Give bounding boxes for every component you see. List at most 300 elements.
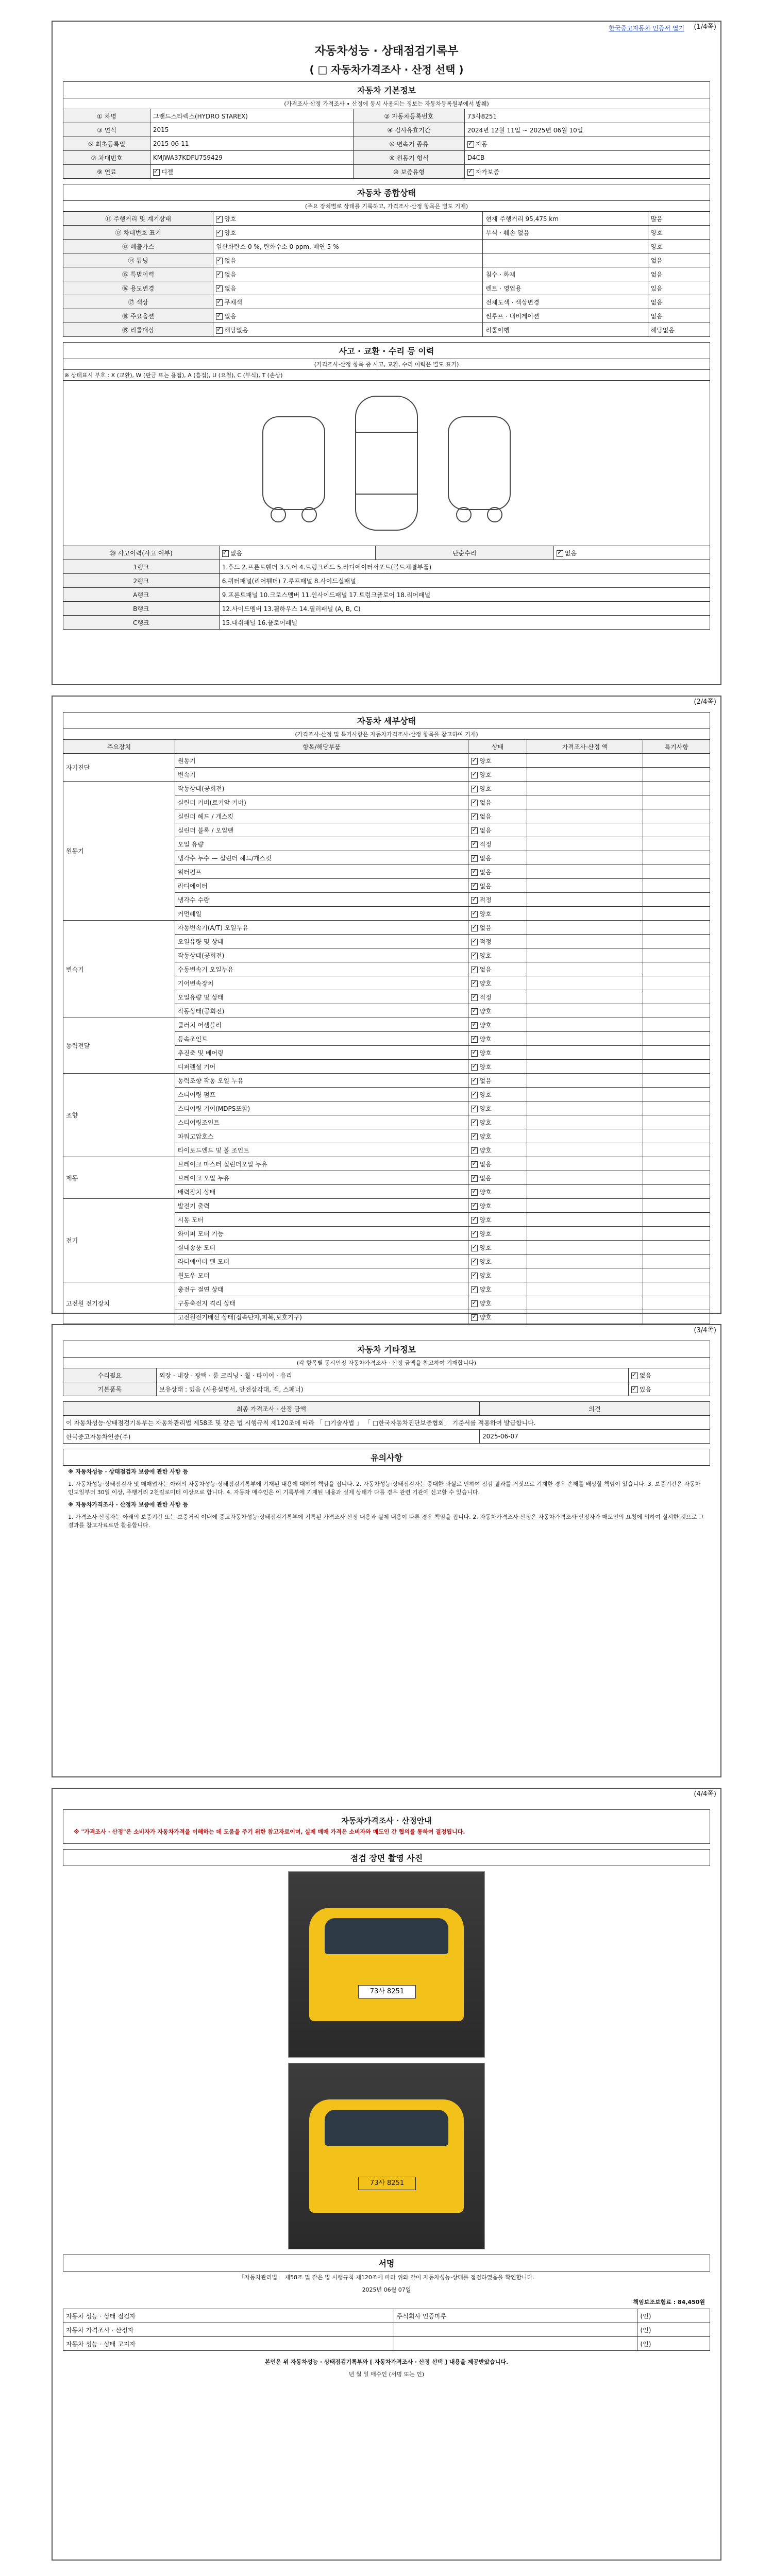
item-state	[468, 837, 527, 851]
group-label: 조향	[63, 1074, 175, 1157]
cell-label: ⑬ 배출가스	[63, 240, 213, 253]
checkbox-icon	[216, 230, 223, 236]
page-number: (3/4쪽)	[694, 1327, 716, 1334]
price-cell	[527, 962, 643, 976]
table-row	[63, 253, 710, 267]
item-label: 실린더 블록 / 오일팬	[175, 823, 468, 837]
checkbox-icon	[216, 313, 223, 320]
cell-value	[483, 240, 648, 253]
note-cell	[643, 990, 710, 1004]
van-front-icon	[309, 1908, 464, 2021]
checkbox-icon	[471, 1189, 478, 1196]
note-cell	[643, 1213, 710, 1227]
plate-front: 73사 8251	[358, 1985, 416, 1998]
cell-label: ⑫ 차대번호 표기	[63, 226, 213, 240]
cell-label: ⑱ 주요옵션	[63, 309, 213, 323]
checkbox-icon	[471, 1286, 478, 1293]
item-label: 냉각수 수량	[175, 893, 468, 907]
checkbox-icon	[471, 1231, 478, 1238]
note-cell	[643, 1268, 710, 1282]
table-row	[63, 2309, 710, 2323]
table-row	[63, 921, 710, 935]
price-cell	[527, 1199, 643, 1213]
price-cell	[527, 1185, 643, 1199]
price-cell	[527, 1046, 643, 1060]
table-row	[63, 165, 710, 179]
table-header-row	[63, 740, 710, 754]
cell-label: ⑳ 사고이력(사고 여부)	[63, 546, 220, 560]
cell-value: 썬루프 · 내비게이션	[483, 309, 648, 323]
item-state-text: 양호	[479, 1244, 492, 1251]
item-label: 시동 모터	[175, 1213, 468, 1227]
item-state	[468, 1213, 527, 1227]
cell-value	[628, 1368, 710, 1382]
table-row	[63, 1430, 710, 1444]
cell-value	[213, 253, 483, 267]
table-row	[63, 123, 710, 137]
cell-value	[553, 546, 710, 560]
item-state	[468, 879, 527, 893]
item-state	[468, 990, 527, 1004]
price-cell	[527, 976, 643, 990]
note-cell	[643, 1185, 710, 1199]
item-state-text: 없음	[479, 1174, 492, 1182]
item-state	[468, 1046, 527, 1060]
item-state-text: 없음	[479, 1160, 492, 1168]
item-state-text: 양호	[479, 910, 492, 918]
checkbox-icon	[471, 1314, 478, 1321]
item-label: 브레이크 마스터 실린더오일 누유	[175, 1157, 468, 1171]
section-note: (주요 장치별로 상태를 기록하고, 가격조사·산정 항목은 별도 기재)	[63, 200, 710, 211]
item-state-text: 양호	[479, 1272, 492, 1279]
cell-value	[213, 323, 483, 337]
price-cell	[527, 1032, 643, 1046]
item-state	[468, 809, 527, 823]
checkbox-icon	[631, 1372, 638, 1379]
notice-text: 1. 가격조사·산정자는 아래의 보증기간 또는 보증거리 이내에 중고자동차성능·상태점검기록부에 기록된 가격조사·산정 내용과 실제 내용이 다른 경우 책임을 집니다. 2. 자동차가격조사·산정은 자동차가격조사·산정자가 매도인의 요청에 의하여 실시한 것으로 그 결과를 참고자료로만 활용합니다.	[68, 1514, 704, 1529]
item-state	[468, 1074, 527, 1088]
price-cell	[527, 1115, 643, 1129]
table-row	[63, 137, 710, 151]
cell-text: 없음	[224, 270, 237, 278]
item-label: 동력조향 작동 오일 누유	[175, 1074, 468, 1088]
note-cell	[643, 782, 710, 795]
item-state-text: 양호	[479, 771, 492, 778]
checkbox-icon	[216, 258, 223, 264]
cell-value	[213, 309, 483, 323]
checkbox-icon	[216, 285, 223, 292]
item-label: 작동상태(공회전)	[175, 782, 468, 795]
cell-label: 1랭크	[63, 560, 220, 574]
cell-text: 없음	[639, 1371, 651, 1379]
group-label: 전기	[63, 1199, 175, 1282]
detail-table	[63, 739, 710, 1338]
price-cell	[527, 1088, 643, 1101]
price-cell	[527, 851, 643, 865]
item-state	[468, 1296, 527, 1310]
item-state	[468, 1143, 527, 1157]
note-cell	[643, 1157, 710, 1171]
table-row	[63, 1199, 710, 1213]
item-label: 변속기	[175, 768, 468, 782]
note-cell	[643, 1282, 710, 1296]
checkbox-icon	[471, 1022, 478, 1029]
table-row	[63, 295, 710, 309]
section-note: (각 항목별 동시인정 자동차가격조사 · 산정 금액을 참고하여 기재합니다)	[63, 1357, 710, 1368]
checkbox-icon	[471, 855, 478, 862]
item-label: 스티어링 기어(MDPS포함)	[175, 1101, 468, 1115]
price-cell	[527, 1129, 643, 1143]
basic-info-section	[63, 81, 710, 179]
note-cell	[643, 907, 710, 921]
item-state-text: 없음	[479, 799, 492, 806]
page-number: (1/4쪽)	[694, 23, 716, 31]
cell-text: 없음	[224, 312, 237, 320]
item-state-text: 없음	[479, 924, 492, 931]
checkbox-icon	[471, 786, 478, 792]
item-state-text: 양호	[479, 1258, 492, 1265]
issuer: 한국중고자동차인증(주)	[63, 1430, 480, 1444]
note-cell	[643, 879, 710, 893]
opinion-text: 이 자동차성능·상태점검기록부는 자동차관리법 제58조 및 같은 법 시행규칙 제120조에 따라 「 □기술사법 」 「 □한국자동차진단보증협회」 기준서를 적용하여 발급합니다.	[63, 1416, 710, 1430]
notice-text: 1. 자동차성능·상태점검자 및 매매업자는 아래의 자동차성능·상태점검기록부에 기재된 내용에 대하여 책임을 집니다. 2. 자동차성능·상태점검자는 중대한 과실로 인하여 점검 결과를 거짓으로 기재한 경우 손해를 배상할 책임이 있습니다. 3. 보증기간은 자동차 인도일부터 30일 이상, 주행거리 2천킬로미터 이상으로 합니다. 4. 자동차 매수인은 이 기록부에 기재된 내용과 실제 상태가 다를 경우 관련 기관에 신고할 수 있습니다.	[68, 1481, 701, 1496]
cell-value: 해당없음	[648, 323, 710, 337]
checkbox-icon	[471, 1092, 478, 1098]
item-state-text: 양호	[479, 757, 492, 765]
checkbox-icon	[471, 1161, 478, 1168]
item-state-text: 양호	[479, 1132, 492, 1140]
note-cell	[643, 1018, 710, 1032]
checkbox-icon	[471, 967, 478, 973]
note-cell	[643, 976, 710, 990]
cell-label: ⑧ 원동기 형식	[354, 151, 465, 165]
item-label: 파워고압호스	[175, 1129, 468, 1143]
section-heading: 자동차 세부상태	[63, 712, 710, 728]
table-row	[63, 212, 710, 226]
cell-value: 없음	[648, 309, 710, 323]
cell-label: ① 차명	[63, 109, 150, 123]
detail-section	[63, 712, 710, 1338]
cell-value: 없음	[648, 267, 710, 281]
note-cell	[643, 754, 710, 768]
item-label: 오일 유량	[175, 837, 468, 851]
item-state	[468, 907, 527, 921]
notice-title: ※ 자동차성능 · 상태점검자 보증에 관한 사항 등	[68, 1468, 188, 1475]
cell-text: 자동	[475, 140, 488, 148]
checkbox-icon	[471, 1106, 478, 1112]
cell-label: 수리필요	[63, 1368, 157, 1382]
document-subtitle: ( □ 자동차가격조사 · 산정 선택 )	[309, 63, 464, 76]
item-label: 냉각수 누수 — 실린더 헤드/개스킷	[175, 851, 468, 865]
accident-section	[63, 342, 710, 630]
note-cell	[643, 1310, 710, 1324]
cell-value: 15.대쉬패널 16.플로어패널	[219, 616, 710, 630]
price-cell	[527, 879, 643, 893]
item-state-text: 양호	[479, 1216, 492, 1224]
note-cell	[643, 1255, 710, 1268]
price-cell	[527, 935, 643, 948]
cell-value: D4CB	[464, 151, 710, 165]
cell-value: 2015-06-11	[150, 137, 353, 151]
price-cell	[527, 1074, 643, 1088]
item-state	[468, 795, 527, 809]
checkbox-icon	[471, 1064, 478, 1071]
group-label: 변속기	[63, 921, 175, 1018]
table-row	[63, 1157, 710, 1171]
cell-value: 많음	[648, 212, 710, 226]
cell-value	[464, 137, 710, 151]
checkbox-icon	[471, 1050, 478, 1057]
item-state-text: 양호	[479, 979, 492, 987]
section-note: (가격조사·산정 가격조사 ∙ 산정에 동시 사용되는 정보는 자동차등록원부에서 발췌)	[63, 98, 710, 109]
cell-value: 있음	[648, 281, 710, 295]
price-cell	[527, 865, 643, 879]
item-label: 실린더 헤드 / 개스킷	[175, 809, 468, 823]
item-state	[468, 1115, 527, 1129]
item-state-text: 적정	[479, 938, 492, 945]
item-label: 디퍼렌셜 기어	[175, 1060, 468, 1074]
table-row	[63, 2337, 710, 2351]
item-state	[468, 823, 527, 837]
photo-section	[63, 1849, 710, 2249]
checkbox-icon	[471, 939, 478, 945]
page-4	[52, 1788, 721, 2561]
item-label: 커먼레일	[175, 907, 468, 921]
section-heading: 유의사항	[63, 1449, 710, 1466]
group-label: 고전원 전기장치	[63, 1282, 175, 1324]
table-row	[63, 323, 710, 337]
note-cell	[643, 1296, 710, 1310]
table-row	[63, 1402, 710, 1416]
price-cell	[527, 1227, 643, 1241]
note-cell	[643, 935, 710, 948]
item-state	[468, 1241, 527, 1255]
item-state-text: 양호	[479, 1146, 492, 1154]
checkbox-icon	[471, 925, 478, 931]
cell-text: 양호	[224, 215, 237, 223]
cell-label: ⑯ 용도변경	[63, 281, 213, 295]
note-cell	[643, 837, 710, 851]
price-cell	[527, 1143, 643, 1157]
checkbox-icon	[471, 1078, 478, 1084]
item-label: 스티어링조인트	[175, 1115, 468, 1129]
item-state-text: 양호	[479, 1105, 492, 1112]
table-row	[63, 1074, 710, 1088]
checkbox-icon	[471, 814, 478, 820]
checkbox-icon	[471, 772, 478, 778]
checkbox-icon	[471, 1203, 478, 1210]
item-label: 작동상태(공회전)	[175, 948, 468, 962]
cell-value: KMJWA37KDFU759429	[150, 151, 353, 165]
cell-text: 디젤	[161, 168, 174, 176]
cell-text: 자가보증	[475, 168, 500, 176]
cell-label: ⑪ 주행거리 및 계기상태	[63, 212, 213, 226]
checkbox-icon	[471, 1300, 478, 1307]
price-cell	[527, 1060, 643, 1074]
note-cell	[643, 1199, 710, 1213]
table-row	[63, 240, 710, 253]
cell-value: 9.프론트패널 10.크로스멤버 11.인사이드패널 17.트렁크플로어 18.리어패널	[219, 588, 710, 602]
checkbox-icon	[471, 758, 478, 765]
item-state-text: 양호	[479, 1021, 492, 1029]
checkbox-icon	[471, 1036, 478, 1043]
cell-label: ⑤ 최초등록일	[63, 137, 150, 151]
item-state	[468, 948, 527, 962]
footer-sign-line: 년 월 일 매수인 (서명 또는 인)	[348, 2371, 425, 2378]
item-state-text: 양호	[479, 1049, 492, 1057]
overall-state-table	[63, 211, 710, 337]
note-cell	[643, 1227, 710, 1241]
item-state	[468, 1171, 527, 1185]
price-cell	[527, 795, 643, 809]
table-row	[63, 226, 710, 240]
price-cell	[527, 1004, 643, 1018]
item-state	[468, 935, 527, 948]
cell-label: 자동차 성능 · 상태 고지자	[63, 2337, 394, 2351]
item-label: 타이로드엔드 및 볼 조인트	[175, 1143, 468, 1157]
item-state-text: 양호	[479, 1202, 492, 1210]
item-state	[468, 1018, 527, 1032]
item-state-text: 적정	[479, 993, 492, 1001]
checkbox-icon	[471, 980, 478, 987]
checkbox-icon	[471, 953, 478, 959]
cell-value: 주식회사 인증마루	[394, 2309, 637, 2323]
cell-value: 1.후드 2.프론트휀더 3.도어 4.트렁크리드 5.라디에이터서포트(볼트체결부품)	[219, 560, 710, 574]
section-note: (가격조사·산정 및 특기사항은 자동차가격조사·산정 항목을 참고하여 기재)	[63, 728, 710, 739]
cell-text: 있음	[639, 1385, 651, 1393]
item-label: 추진축 및 베어링	[175, 1046, 468, 1060]
item-label: 윈도우 모터	[175, 1268, 468, 1282]
table-row	[63, 309, 710, 323]
checkbox-icon	[471, 1008, 478, 1015]
cell-label: 단순수리	[375, 546, 553, 560]
checkbox-icon	[216, 272, 223, 278]
cell-label: 의견	[480, 1402, 710, 1416]
item-state-text: 없음	[479, 812, 492, 820]
item-state-text: 양호	[479, 1063, 492, 1071]
item-state	[468, 1227, 527, 1241]
table-row	[63, 1416, 710, 1430]
item-state-text: 양호	[479, 1285, 492, 1293]
price-cell	[527, 921, 643, 935]
checkbox-icon	[631, 1386, 638, 1393]
note-cell	[643, 1143, 710, 1157]
column-header: 특기사항	[643, 740, 710, 754]
cell-label: ⑭ 튜닝	[63, 253, 213, 267]
item-label: 오일유량 및 상태	[175, 935, 468, 948]
checkbox-icon	[471, 827, 478, 834]
cell-label: 최종 가격조사 · 산정 금액	[63, 1402, 480, 1416]
price-cell	[527, 1255, 643, 1268]
table-row	[63, 1382, 710, 1396]
cell-value	[213, 267, 483, 281]
group-label: 자기진단	[63, 754, 175, 782]
checkbox-icon	[216, 327, 223, 334]
cell-label: C랭크	[63, 616, 220, 630]
checkbox-icon	[471, 1120, 478, 1126]
item-state	[468, 976, 527, 990]
item-label: 라디에이터 팬 모터	[175, 1255, 468, 1268]
sign-date: 2025년 06월 07일	[362, 2286, 411, 2293]
checkbox-icon	[471, 883, 478, 890]
item-label: 자동변속기(A/T) 오일누유	[175, 921, 468, 935]
group-label: 원동기	[63, 782, 175, 921]
item-label: 클러치 어셈블리	[175, 1018, 468, 1032]
cell-value: 2015	[150, 123, 353, 137]
cell-value	[394, 2337, 637, 2351]
cell-label: ⑨ 연료	[63, 165, 150, 179]
cell-label: ⑮ 특별이력	[63, 267, 213, 281]
table-row	[63, 151, 710, 165]
checkbox-icon	[222, 550, 229, 557]
item-state-text: 없음	[479, 826, 492, 834]
item-label: 원동기	[175, 754, 468, 768]
price-cell	[527, 1171, 643, 1185]
checkbox-icon	[467, 169, 474, 176]
table-row	[63, 1282, 710, 1296]
certificate-link[interactable]: 한국중고자동차 인증서 열기	[609, 25, 684, 32]
item-label: 등속조인트	[175, 1032, 468, 1046]
cell-value: 없음	[648, 295, 710, 309]
plate-rear: 73사 8251	[358, 2177, 416, 2190]
item-state-text: 없음	[479, 1077, 492, 1084]
table-row	[63, 616, 710, 630]
seal: (인)	[637, 2337, 710, 2351]
item-state	[468, 962, 527, 976]
check-date: 2025-06-07	[480, 1430, 710, 1444]
extra-info-table	[63, 1368, 710, 1396]
cell-value	[483, 253, 648, 267]
item-state	[468, 768, 527, 782]
checkbox-icon	[471, 1259, 478, 1265]
price-cell	[527, 809, 643, 823]
item-label: 고전원전기배선 상태(접속단자,피복,보호기구)	[175, 1310, 468, 1324]
checkbox-icon	[471, 1217, 478, 1224]
cell-label: 2랭크	[63, 574, 220, 588]
cell-label: ⑥ 변속기 종류	[354, 137, 465, 151]
item-state	[468, 1032, 527, 1046]
car-diagram	[63, 380, 710, 546]
note-cell	[643, 851, 710, 865]
item-label: 와이퍼 모터 기능	[175, 1227, 468, 1241]
note-cell	[643, 1004, 710, 1018]
item-label: 수동변속기 오일누유	[175, 962, 468, 976]
guide-text: ※ "가격조사 · 산정"은 소비자가 자동차가격을 이해하는 데 도움을 주기 위한 참고자료이며, 실제 매매 가격은 소비자와 매도인 간 협의를 통하여 결정됩니다.	[74, 1828, 465, 1835]
cell-label: A랭크	[63, 588, 220, 602]
price-cell	[527, 782, 643, 795]
cell-value: 침수 · 화재	[483, 267, 648, 281]
seal: (인)	[637, 2323, 710, 2337]
price-cell	[527, 823, 643, 837]
note-cell	[643, 1060, 710, 1074]
item-label: 기어변속장치	[175, 976, 468, 990]
note-cell	[643, 1074, 710, 1088]
cell-label: 기본품목	[63, 1382, 157, 1396]
item-state-text: 없음	[479, 868, 492, 876]
guide-title: 자동차가격조사 · 산정안내	[341, 1816, 432, 1825]
item-state-text: 양호	[479, 785, 492, 792]
checkbox-icon	[471, 1175, 478, 1182]
item-state-text: 적정	[479, 896, 492, 904]
table-row	[63, 574, 710, 588]
section-heading: 점검 장면 촬영 사진	[63, 1849, 710, 1866]
table-row	[63, 588, 710, 602]
checkbox-icon	[153, 169, 160, 176]
notice-title: ※ 자동차가격조사 · 산정자 보증에 관한 사항 등	[68, 1501, 188, 1508]
cell-text: 무채색	[224, 298, 242, 306]
price-cell	[527, 907, 643, 921]
cell-label: ② 자동차등록번호	[354, 109, 465, 123]
